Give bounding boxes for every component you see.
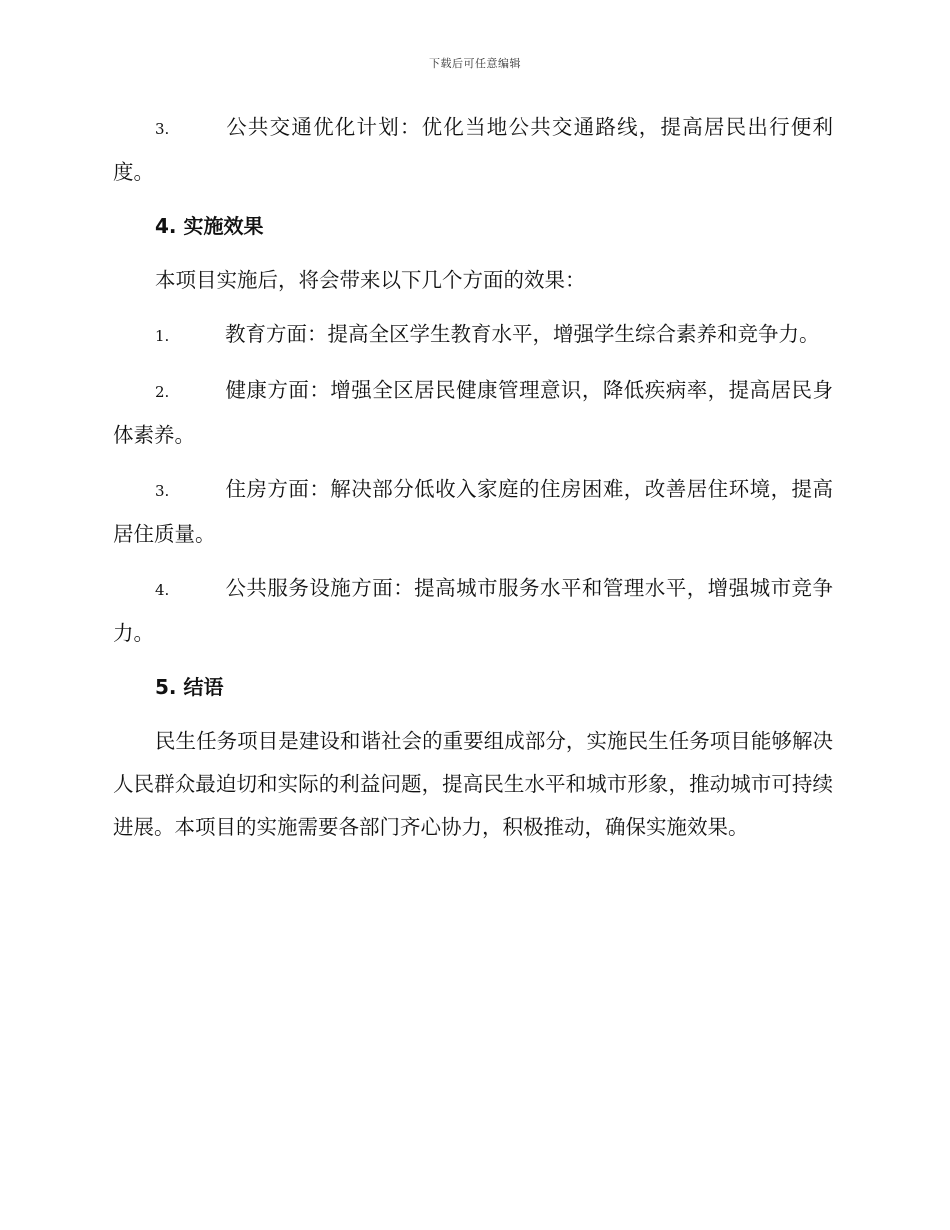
list-item-housing — [113, 468, 833, 556]
list-text: 教育方面：提高全区学生教育水平，增强学生综合素养和竞争力。 — [225, 322, 820, 346]
page-header: 下载后可任意编辑 — [429, 57, 521, 70]
list-text: 公共交通优化计划：优化当地公共交通路线，提高居民出行便利度。 — [113, 115, 833, 184]
list-text: 健康方面：增强全区居民健康管理意识，降低疾病率，提高居民身体素养。 — [113, 378, 833, 447]
list-number: 2. — [155, 383, 170, 401]
list-number: 1. — [155, 327, 170, 345]
list-text: 公共服务设施方面：提高城市服务水平和管理水平，增强城市竞争力。 — [113, 576, 833, 645]
section-heading-conclusion: 5. 结语 — [155, 675, 224, 699]
list-number: 4. — [155, 581, 170, 599]
list-item-health — [113, 369, 833, 457]
section-heading-effects: 4. 实施效果 — [155, 214, 264, 238]
list-item-transport — [113, 106, 833, 194]
list-number: 3. — [155, 482, 170, 500]
document-body — [113, 106, 833, 860]
conclusion-paragraph: 民生任务项目是建设和谐社会的重要组成部分，实施民生任务项目能够解决人民群众最迫切和实际的利益问题，提高民生水平和城市形象，推动城市可持续进展。本项目的实施需要各部门齐心协力，积极推动，确保实施效果。 — [113, 729, 833, 839]
effects-intro: 本项目实施后，将会带来以下几个方面的效果： — [155, 268, 586, 292]
list-text: 住房方面：解决部分低收入家庭的住房困难，改善居住环境，提高居住质量。 — [113, 477, 833, 546]
list-number: 3. — [155, 120, 170, 138]
list-item-education — [113, 313, 833, 358]
list-item-public-services — [113, 567, 833, 655]
